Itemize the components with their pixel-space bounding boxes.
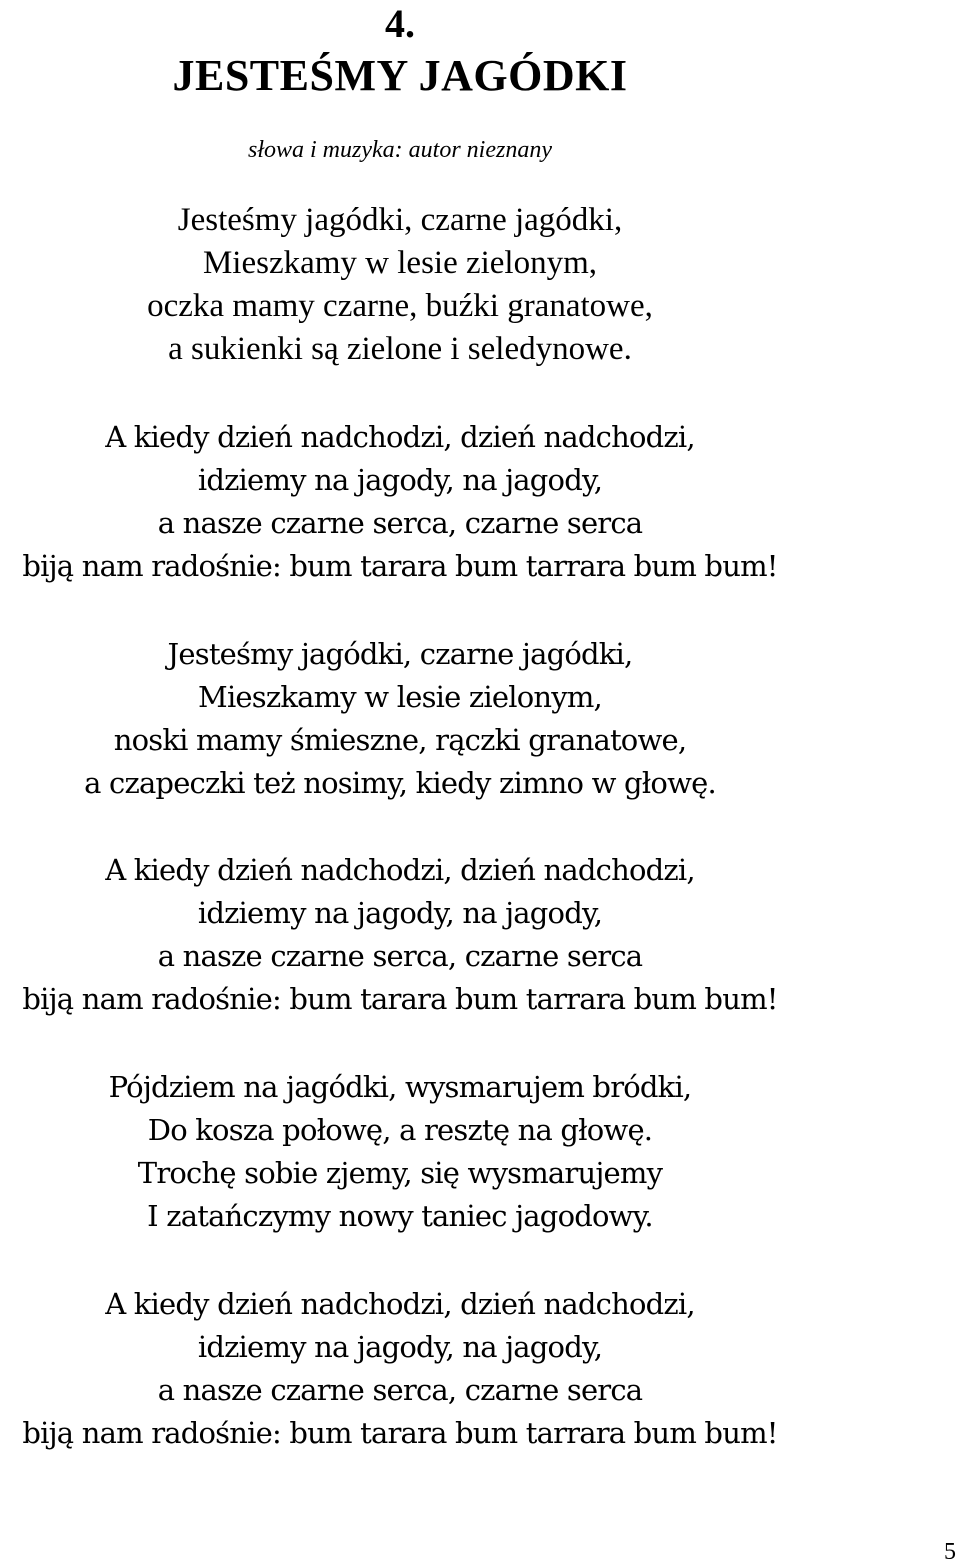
lyric-line: Trochę sobie zjemy, się wysmarujemy bbox=[137, 1156, 663, 1190]
lyric-line: a sukienki są zielone i seledynowe. bbox=[168, 331, 632, 367]
lyric-line: a nasze czarne serca, czarne serca bbox=[157, 939, 643, 973]
lyric-line: A kiedy dzień nadchodzi, dzień nadchodzi, bbox=[105, 420, 695, 454]
lyric-line: a czapeczki też nosimy, kiedy zimno w głowę. bbox=[84, 766, 716, 800]
stanza-6 bbox=[0, 1283, 800, 1455]
lyric-line: I zatańczymy nowy taniec jagodowy. bbox=[147, 1199, 653, 1233]
lyric-line: Pójdziem na jagódki, wysmarujem bródki, bbox=[108, 1070, 692, 1104]
lyric-line: Do kosza połowę, a resztę na głowę. bbox=[147, 1113, 653, 1147]
lyric-line: a nasze czarne serca, czarne serca bbox=[157, 1373, 643, 1407]
lyric-line: Mieszkamy w lesie zielonym, bbox=[202, 245, 598, 281]
stanza-3 bbox=[0, 633, 800, 805]
lyric-line: a nasze czarne serca, czarne serca bbox=[157, 506, 643, 540]
lyric-line: Jesteśmy jagódki, czarne jagódki, bbox=[167, 637, 633, 671]
lyric-line: noski mamy śmieszne, rączki granatowe, bbox=[113, 723, 687, 757]
lyric-line: biją nam radośnie: bum tarara bum tarrara bum bum! bbox=[22, 1416, 778, 1450]
lyric-line: idziemy na jagody, na jagody, bbox=[197, 463, 603, 497]
lyric-line: biją nam radośnie: bum tarara bum tarrara bum bum! bbox=[22, 982, 778, 1016]
page-number: 5 bbox=[944, 1539, 956, 1565]
lyric-line: biją nam radośnie: bum tarara bum tarrara bum bum! bbox=[22, 549, 778, 583]
lyric-line: A kiedy dzień nadchodzi, dzień nadchodzi, bbox=[105, 853, 695, 887]
lyric-line: A kiedy dzień nadchodzi, dzień nadchodzi, bbox=[105, 1287, 695, 1321]
lyric-line: idziemy na jagody, na jagody, bbox=[197, 1330, 603, 1364]
stanza-1 bbox=[0, 199, 800, 371]
song-credit: słowa i muzyka: autor nieznany bbox=[248, 137, 552, 163]
lyric-line: Mieszkamy w lesie zielonym, bbox=[198, 680, 602, 714]
stanza-2 bbox=[0, 416, 800, 588]
song-number: 4. bbox=[385, 1, 415, 46]
stanza-5 bbox=[0, 1066, 800, 1238]
lyric-line: idziemy na jagody, na jagody, bbox=[197, 896, 603, 930]
lyric-line: oczka mamy czarne, buźki granatowe, bbox=[147, 288, 653, 324]
lyric-line: Jesteśmy jagódki, czarne jagódki, bbox=[177, 202, 623, 238]
song-title: JESTEŚMY JAGÓDKI bbox=[172, 51, 628, 100]
stanza-4 bbox=[0, 849, 800, 1021]
